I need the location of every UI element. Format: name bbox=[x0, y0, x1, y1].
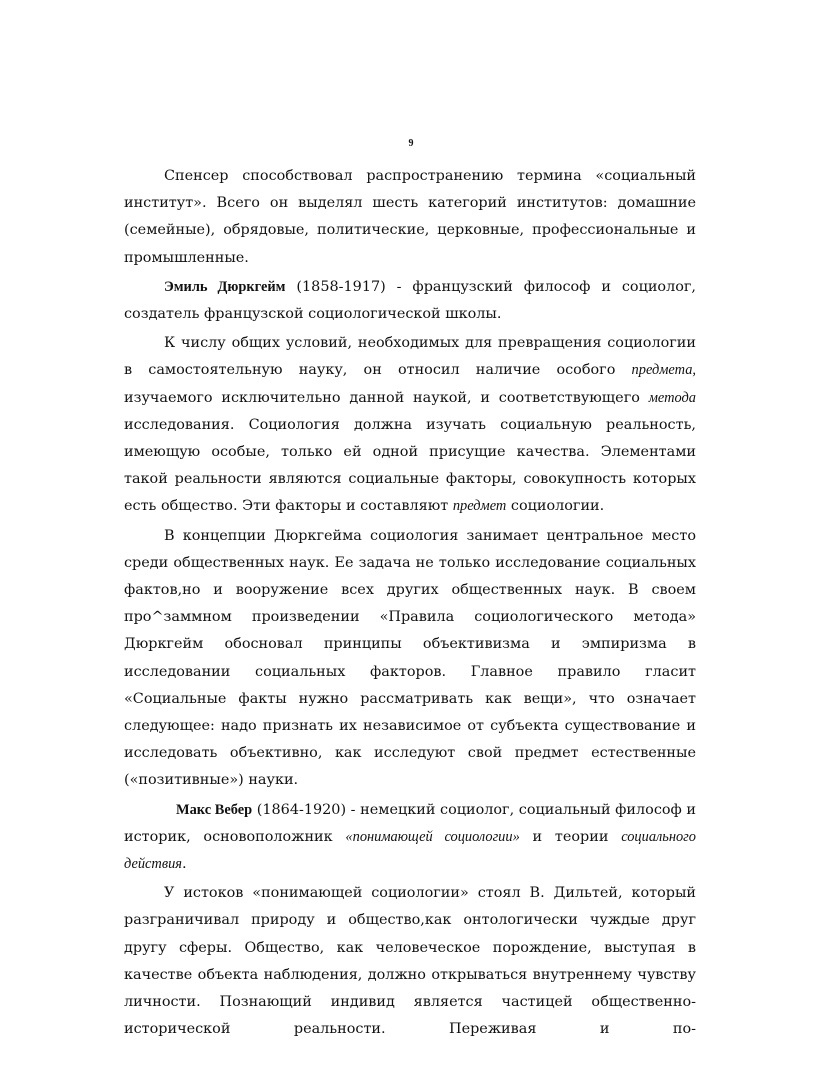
person-name-durkheim: Эмиль Дюркгейм bbox=[164, 278, 286, 295]
emphasis-understanding-sociology: «понимающей социологии» bbox=[345, 828, 520, 845]
emphasis-subject: предмета, bbox=[631, 362, 696, 379]
person-name-weber: Макс Вебер bbox=[176, 801, 253, 818]
document-body bbox=[124, 163, 696, 1046]
text-segment: социологии. bbox=[506, 498, 605, 515]
paragraph-spencer: Спенсер способствовал распространению термина «социальный институт». Всего он выделял шесть категорий институтов: домашние (семейные), обрядовые, политические, церковные, профессиональные и промышленные. bbox=[124, 168, 696, 266]
paragraph-durkheim-concept: В концепции Дюркгейма социология занимает центральное место среди общественных наук. Ее задача не только исследование социальных фактов,но и вооружение всех других общественных наук. В своем про^заммном произведении «Правила социологического метода» Дюркгейм обосновал принципы объективизма и эмпиризма в исследовании социальных факторов. Главное правило гласит «Социальные факты нужно рассматривать как вещи», что означает следующее: надо признать их независимое от субъекта существование и исследовать объективно, как исследуют свой предмет естественные («позитивные») науки. bbox=[124, 527, 696, 789]
text-segment: . bbox=[181, 856, 187, 873]
emphasis-method: метода bbox=[648, 389, 696, 406]
emphasis-subject-2: предмет bbox=[452, 498, 507, 515]
page-number: 9 bbox=[408, 138, 414, 149]
text-segment: и теории bbox=[519, 828, 622, 845]
paragraph-durkheim-intro bbox=[124, 274, 696, 328]
text-segment: (1864-1920) - немецкий социолог, социальный философ и историк, основоположник bbox=[124, 801, 697, 845]
text-segment: изучаемого исключительно данной наукой, и соответствующего bbox=[124, 389, 649, 406]
text-segment: исследования. Социология должна изучать социальную реальность, имеющую особые, только ей одной присущие качества. Элементами такой реальности являются социальные факторы, совокупность которых есть общество. Эти факторы и составляют bbox=[124, 416, 696, 515]
paragraph-weber bbox=[124, 797, 696, 879]
durkheim-intro-text: (1858-1917) - французский философ и социолог, создатель французской социологической школы. bbox=[124, 278, 697, 323]
text-segment: К числу общих условий, необходимых для превращения социологии в самостоятельную науку, он относил наличие особого bbox=[124, 335, 696, 379]
paragraph-durkheim-subject bbox=[124, 330, 696, 520]
paragraph-dilthey: У истоков «понимающей социологии» стоял В. Дильтей, который разграничивал природу и общество,как онтологически чуждые друг другу сферы. Общество, как человеческое порождение, выступая в качестве объекта наблюдения, должно открываться внутреннему чувству личности. Познающий индивид является частицей общественно-исторической реальности. Переживая и по- bbox=[124, 885, 696, 1038]
emphasis-social-action: социального действия bbox=[124, 828, 696, 873]
